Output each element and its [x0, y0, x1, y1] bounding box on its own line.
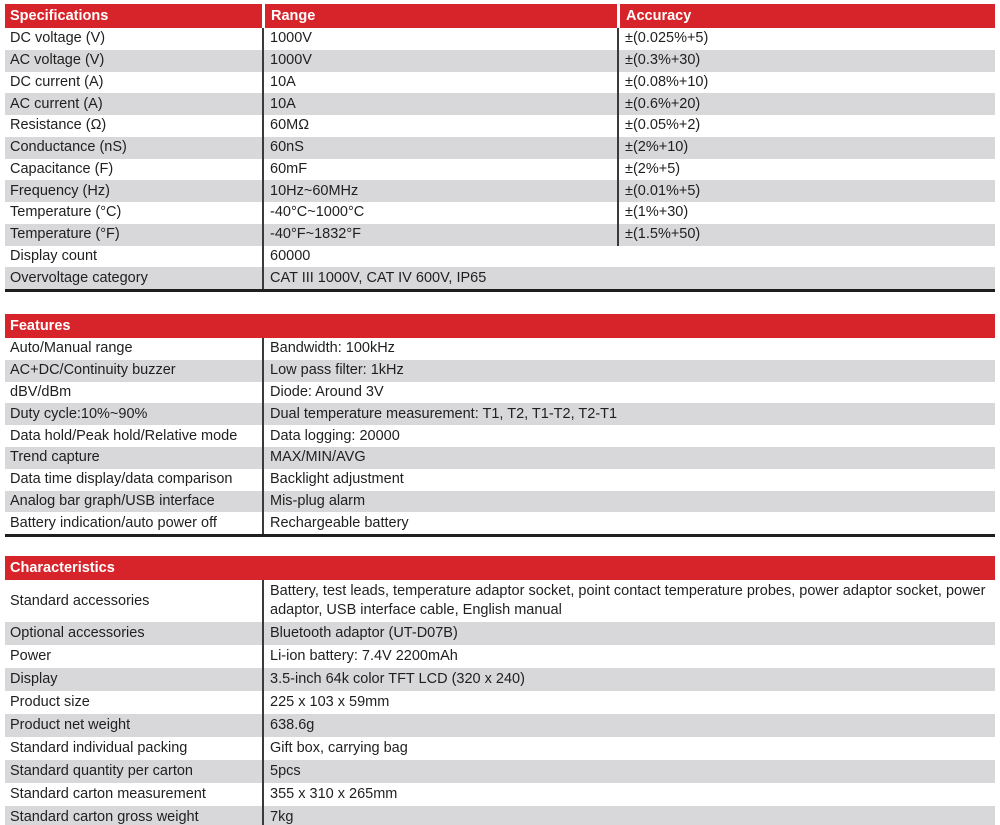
row-value — [262, 50, 617, 72]
row-label — [5, 714, 262, 737]
table-row — [5, 159, 995, 181]
row-label — [5, 806, 262, 825]
row-label-text: Optional accessories — [10, 625, 145, 641]
row-label — [5, 645, 262, 668]
row-label-text: Data hold/Peak hold/Relative mode — [10, 427, 238, 444]
row-label — [5, 382, 262, 404]
row-value-text: ±(1%+30) — [625, 204, 689, 221]
row-value-text: -40°F~1832°F — [270, 226, 361, 243]
row-value — [617, 137, 995, 159]
row-label-text: Temperature (°C) — [10, 204, 122, 221]
row-label-text: Temperature (°F) — [10, 226, 120, 243]
row-value — [262, 714, 995, 737]
row-label — [5, 137, 262, 159]
table-row — [5, 447, 995, 469]
row-label — [5, 469, 262, 491]
row-label-text: Standard quantity per carton — [10, 763, 193, 779]
column-header-specifications: Specifications — [10, 8, 109, 24]
table-row — [5, 512, 995, 534]
row-label — [5, 246, 262, 268]
row-label-text: Display — [10, 671, 58, 687]
row-value-text: ±(2%+5) — [625, 160, 681, 177]
row-value-text: 3.5-inch 64k color TFT LCD (320 x 240) — [270, 671, 525, 687]
row-value-text: Diode: Around 3V — [270, 383, 384, 400]
row-label-text: Product net weight — [10, 717, 131, 733]
row-label-text: Battery indication/auto power off — [10, 514, 217, 531]
row-value-text: Bandwidth: 100kHz — [270, 340, 395, 357]
row-label-text: DC voltage (V) — [10, 30, 106, 47]
row-label-text: AC current (A) — [10, 95, 103, 112]
row-label-text: Frequency (Hz) — [10, 182, 110, 199]
row-label-text: Duty cycle:10%~90% — [10, 405, 148, 422]
row-value-text: Rechargeable battery — [270, 514, 409, 531]
row-value-text: ±(0.08%+10) — [625, 73, 709, 90]
row-label — [5, 491, 262, 513]
row-value — [262, 338, 995, 360]
row-value-text: 60MΩ — [270, 117, 310, 134]
row-value — [262, 159, 617, 181]
table-row — [5, 668, 995, 691]
row-label-text: AC+DC/Continuity buzzer — [10, 362, 176, 379]
table-row — [5, 714, 995, 737]
row-label — [5, 760, 262, 783]
row-value-text: ±(0.01%+5) — [625, 182, 701, 199]
row-value-text: 5pcs — [270, 763, 301, 779]
features-table-header — [5, 314, 995, 338]
row-label — [5, 403, 262, 425]
characteristics-table — [5, 556, 995, 825]
specifications-table — [5, 4, 995, 292]
row-value — [617, 115, 995, 137]
row-label — [5, 783, 262, 806]
row-value — [262, 760, 995, 783]
table-row — [5, 580, 995, 622]
row-value-text: -40°C~1000°C — [270, 204, 365, 221]
row-label — [5, 224, 262, 246]
row-value — [262, 246, 995, 268]
row-label-text: Capacitance (F) — [10, 160, 114, 177]
row-label-text: Data time display/data comparison — [10, 471, 233, 488]
row-value-text: 60000 — [270, 247, 311, 264]
table-row — [5, 338, 995, 360]
row-value-text: Gift box, carrying bag — [270, 740, 408, 756]
row-label-text: DC current (A) — [10, 73, 104, 90]
row-label — [5, 512, 262, 534]
row-label — [5, 50, 262, 72]
row-value — [262, 360, 995, 382]
table-row — [5, 737, 995, 760]
table-row — [5, 645, 995, 668]
row-value-text: 10Hz~60MHz — [270, 182, 359, 199]
row-value-text: 638.6g — [270, 717, 315, 733]
row-label-text: AC voltage (V) — [10, 52, 105, 69]
row-label-text: Product size — [10, 694, 90, 710]
row-label-text: Standard carton measurement — [10, 786, 206, 802]
row-value-text: Dual temperature measurement: T1, T2, T1-T2, T2-T1 — [270, 405, 618, 422]
row-value — [262, 622, 995, 645]
row-value — [262, 491, 995, 513]
row-value — [617, 72, 995, 94]
row-value-text: 1000V — [270, 30, 312, 47]
row-label-text: Analog bar graph/USB interface — [10, 492, 215, 509]
table-row — [5, 691, 995, 714]
row-label-text: Auto/Manual range — [10, 340, 133, 357]
row-label — [5, 580, 262, 622]
row-value-text: ±(0.6%+20) — [625, 95, 701, 112]
row-label — [5, 159, 262, 181]
row-label-text: dBV/dBm — [10, 383, 72, 400]
row-value — [262, 28, 617, 50]
row-label-text: Overvoltage category — [10, 269, 148, 286]
table-row — [5, 425, 995, 447]
row-label-text: Display count — [10, 247, 98, 264]
row-value-text: Low pass filter: 1kHz — [270, 362, 404, 379]
row-value — [262, 806, 995, 825]
row-value-text: Data logging: 20000 — [270, 427, 400, 444]
row-value — [617, 224, 995, 246]
row-label — [5, 180, 262, 202]
specifications-table-header — [5, 4, 995, 28]
row-label — [5, 447, 262, 469]
table-row — [5, 180, 995, 202]
row-value-text: 60mF — [270, 160, 308, 177]
row-label — [5, 202, 262, 224]
table-row — [5, 224, 995, 246]
row-value-text: 225 x 103 x 59mm — [270, 694, 390, 710]
row-value — [617, 202, 995, 224]
table-row — [5, 360, 995, 382]
row-label — [5, 737, 262, 760]
column-header-range: Range — [262, 4, 617, 28]
row-value-text: ±(0.025%+5) — [625, 30, 709, 47]
row-value-text: 10A — [270, 73, 296, 90]
table-row — [5, 783, 995, 806]
row-label — [5, 267, 262, 289]
row-value-text: 355 x 310 x 265mm — [270, 786, 398, 802]
row-value — [262, 737, 995, 760]
row-label — [5, 28, 262, 50]
row-value — [262, 469, 995, 491]
row-label-text: Conductance (nS) — [10, 139, 127, 156]
row-value-text: MAX/MIN/AVG — [270, 449, 366, 466]
table-row — [5, 202, 995, 224]
table-row — [5, 115, 995, 137]
row-value-text: Battery, test leads, temperature adaptor socket, point contact temperature probes, power adaptor socket, power adaptor, USB interface cable, English manual — [270, 583, 986, 618]
row-value — [617, 159, 995, 181]
row-label-text: Standard individual packing — [10, 740, 188, 756]
row-value-text: Backlight adjustment — [270, 471, 404, 488]
row-label — [5, 115, 262, 137]
row-label-text: Standard accessories — [10, 592, 150, 609]
row-value — [262, 403, 995, 425]
row-value — [262, 72, 617, 94]
table-row — [5, 267, 995, 289]
row-label-text: Resistance (Ω) — [10, 117, 107, 134]
row-value — [617, 28, 995, 50]
row-value — [262, 93, 617, 115]
row-value-text: Bluetooth adaptor (UT-D07B) — [270, 625, 458, 641]
row-value — [262, 645, 995, 668]
row-value — [262, 382, 995, 404]
row-label-text: Power — [10, 648, 52, 664]
row-value — [262, 425, 995, 447]
row-value-text: ±(0.05%+2) — [625, 117, 701, 134]
row-label — [5, 93, 262, 115]
table-row — [5, 469, 995, 491]
table-row — [5, 382, 995, 404]
row-label-text: Trend capture — [10, 449, 100, 466]
row-label — [5, 360, 262, 382]
row-value — [617, 180, 995, 202]
row-label — [5, 622, 262, 645]
table-row — [5, 93, 995, 115]
row-label — [5, 668, 262, 691]
table-row — [5, 246, 995, 268]
row-value — [262, 783, 995, 806]
row-value — [262, 447, 995, 469]
row-label — [5, 72, 262, 94]
row-value-text: 10A — [270, 95, 296, 112]
row-value-text: 7kg — [270, 809, 294, 825]
row-value-text: ±(2%+10) — [625, 139, 689, 156]
table-row — [5, 403, 995, 425]
table-row — [5, 28, 995, 50]
row-value — [262, 512, 995, 534]
table-row — [5, 50, 995, 72]
row-value — [262, 137, 617, 159]
row-value-text: ±(1.5%+50) — [625, 226, 701, 243]
row-value — [262, 224, 617, 246]
row-value-text: 1000V — [270, 52, 312, 69]
row-value-text: ±(0.3%+30) — [625, 52, 701, 69]
section-title-features: Features — [10, 318, 71, 334]
characteristics-table-header — [5, 556, 995, 580]
row-value — [262, 580, 995, 622]
features-table — [5, 314, 995, 537]
characteristics-table-body — [5, 580, 995, 825]
table-row — [5, 137, 995, 159]
row-label — [5, 425, 262, 447]
row-value-text: 60nS — [270, 139, 304, 156]
row-label — [5, 338, 262, 360]
row-value — [262, 115, 617, 137]
row-value-text: Mis-plug alarm — [270, 492, 366, 509]
row-value-text: Li-ion battery: 7.4V 2200mAh — [270, 648, 458, 664]
row-value — [262, 202, 617, 224]
row-value — [617, 50, 995, 72]
features-table-body — [5, 338, 995, 534]
row-label-text: Standard carton gross weight — [10, 809, 199, 825]
row-value — [617, 93, 995, 115]
table-row — [5, 72, 995, 94]
table-row — [5, 622, 995, 645]
row-value — [262, 267, 995, 289]
column-header-accuracy: Accuracy — [617, 4, 995, 28]
specifications-table-body — [5, 28, 995, 289]
row-value — [262, 691, 995, 714]
row-value — [262, 668, 995, 691]
table-row — [5, 806, 995, 825]
table-row — [5, 760, 995, 783]
section-title-characteristics: Characteristics — [10, 560, 115, 576]
row-value-text: CAT III 1000V, CAT IV 600V, IP65 — [270, 269, 487, 286]
row-label — [5, 691, 262, 714]
row-value — [262, 180, 617, 202]
table-row — [5, 491, 995, 513]
